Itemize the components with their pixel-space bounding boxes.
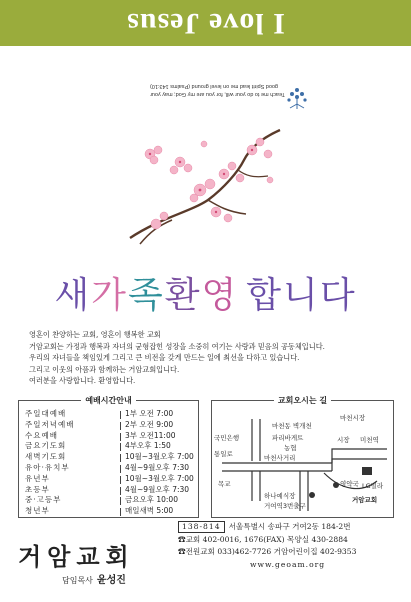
service-time: 매일새벽 5:00 bbox=[125, 506, 174, 516]
service-times-box bbox=[18, 396, 199, 518]
map-road bbox=[332, 449, 387, 463]
service-row bbox=[25, 495, 197, 506]
wordmark-char-1: 새 bbox=[54, 275, 92, 316]
wordmark-char-2: 가 bbox=[91, 275, 128, 316]
phone-line-1: ☎교회 402-0016, 1676(FAX) 목양실 430-2884 bbox=[178, 534, 348, 544]
map-label-church: 거암교회 bbox=[352, 496, 378, 504]
service-time: 4월~9월오후 7:30 bbox=[125, 463, 190, 472]
directions-map-box bbox=[211, 396, 394, 518]
service-time: 2부 오전 9:00 bbox=[125, 419, 174, 429]
service-time: 10월~3월오후 7:00 bbox=[125, 473, 194, 483]
divider bbox=[120, 487, 121, 495]
service-row bbox=[25, 452, 197, 463]
divider bbox=[120, 497, 121, 505]
pastor-title: 담임목사 bbox=[62, 576, 93, 585]
divider bbox=[120, 443, 121, 451]
pastor-name: 윤성진 bbox=[96, 575, 126, 586]
map-label: 거여역3번출구 bbox=[264, 502, 306, 510]
service-name: 유아·유치부 bbox=[25, 463, 70, 472]
banner-title: I love Jesus bbox=[126, 7, 285, 40]
map-label: 목교 bbox=[218, 480, 231, 488]
verse-line-1: Teach me to do your will, for you are my God; may your bbox=[150, 91, 285, 97]
service-row bbox=[25, 441, 197, 452]
map-label: 시장 bbox=[337, 436, 350, 444]
divider bbox=[120, 422, 121, 430]
welcome-wordmark bbox=[0, 267, 411, 318]
map-point-icon bbox=[309, 492, 315, 498]
service-name: 주일저녁예배 bbox=[25, 419, 75, 429]
wordmark-char-5: 영 bbox=[201, 275, 239, 316]
service-row bbox=[25, 409, 197, 420]
service-row bbox=[25, 474, 197, 485]
map-label: 파리바게트 bbox=[272, 434, 304, 442]
service-time: 4부오후 1:50 bbox=[125, 441, 171, 451]
address: 서울특별시 송파구 거여2동 184-2번 bbox=[228, 522, 351, 531]
church-marker-icon bbox=[362, 467, 372, 475]
service-name: 중·고등부 bbox=[25, 495, 62, 505]
intro-line: 그리고 이웃의 아픔과 함께하는 거암교회입니다. bbox=[29, 364, 180, 374]
intro-line: 여러분을 사랑합니다. 환영합니다. bbox=[29, 376, 136, 385]
intro-text bbox=[29, 329, 389, 387]
service-row bbox=[25, 485, 197, 496]
service-time: 금요오후 10:00 bbox=[125, 495, 178, 505]
wordmark-extra: 합니다 bbox=[246, 275, 357, 316]
intro-line: 거암교회는 가정과 행복과 자녀의 균형잡힌 성장을 소중히 여기는 사랑과 믿음의 공동체입니다. bbox=[29, 341, 325, 351]
top-banner bbox=[0, 0, 411, 46]
map-label: 마천시장 bbox=[340, 414, 366, 422]
service-time: 4월~9월오후 7:30 bbox=[125, 484, 190, 494]
map-label: 통일로 bbox=[214, 450, 233, 458]
service-name: 청년부 bbox=[25, 506, 50, 516]
cherry-blossom-branch-icon bbox=[120, 120, 290, 255]
divider bbox=[120, 476, 121, 484]
service-time: 1부 오전 7:00 bbox=[125, 409, 174, 418]
flower-ornament-icon bbox=[282, 84, 312, 110]
service-name: 유년부 bbox=[25, 473, 50, 483]
map-point-icon bbox=[333, 482, 339, 488]
website-link[interactable]: www.geoam.org bbox=[250, 559, 326, 569]
zip-code: 138-814 bbox=[178, 521, 225, 533]
map-label: 농협 bbox=[284, 444, 297, 452]
service-name: 금요기도회 bbox=[25, 441, 67, 451]
intro-line: 영혼이 찬양하는 교회, 영혼이 행복한 교회 bbox=[29, 330, 161, 339]
service-name: 수요예배 bbox=[25, 430, 58, 440]
intro-line: 우리의 자녀들을 책임있게 그리고 큰 비전을 갖게 만드는 일에 최선을 다하고 있습니다. bbox=[29, 353, 300, 362]
service-time: 10월~3월오후 7:00 bbox=[125, 452, 194, 462]
service-name: 새벽기도회 bbox=[25, 452, 67, 462]
church-name: 거암교회 bbox=[18, 542, 135, 571]
map-label: 하나예식장 bbox=[264, 492, 296, 500]
verse-line-2: good Spirit lead me on level ground (Psalms 143:10) bbox=[150, 83, 279, 89]
map-label: 마천동 벽개천 bbox=[272, 422, 312, 430]
service-name: 초등부 bbox=[25, 484, 50, 494]
divider bbox=[120, 454, 121, 462]
map-label: 미천역 bbox=[360, 436, 379, 444]
wordmark-char-4: 환 bbox=[164, 275, 202, 316]
service-time: 3부 오전11:00 bbox=[125, 430, 176, 440]
phone-line-2: ☎전원교회 033)462-7726 거암어린이집 402-9353 bbox=[178, 547, 357, 556]
divider bbox=[120, 508, 121, 516]
map-label: LG빌라 bbox=[362, 482, 384, 490]
divider bbox=[120, 411, 121, 419]
contact-info bbox=[178, 521, 398, 571]
divider bbox=[120, 433, 121, 441]
service-row bbox=[25, 420, 197, 431]
map-label: 영약국 bbox=[340, 480, 359, 488]
service-name: 주일대예배 bbox=[25, 409, 67, 418]
map-label: 마천사거리 bbox=[264, 454, 296, 462]
wordmark-char-3: 족 bbox=[127, 275, 165, 316]
service-row bbox=[25, 463, 197, 474]
service-times-title: 예배시간안내 bbox=[81, 396, 135, 405]
service-row bbox=[25, 431, 197, 442]
map-label: 국민은행 bbox=[214, 434, 240, 442]
map-road bbox=[332, 459, 387, 471]
pastor-line bbox=[62, 571, 126, 586]
divider bbox=[120, 465, 121, 473]
service-row bbox=[25, 506, 197, 517]
directions-title: 교회오시는 길 bbox=[274, 396, 331, 405]
